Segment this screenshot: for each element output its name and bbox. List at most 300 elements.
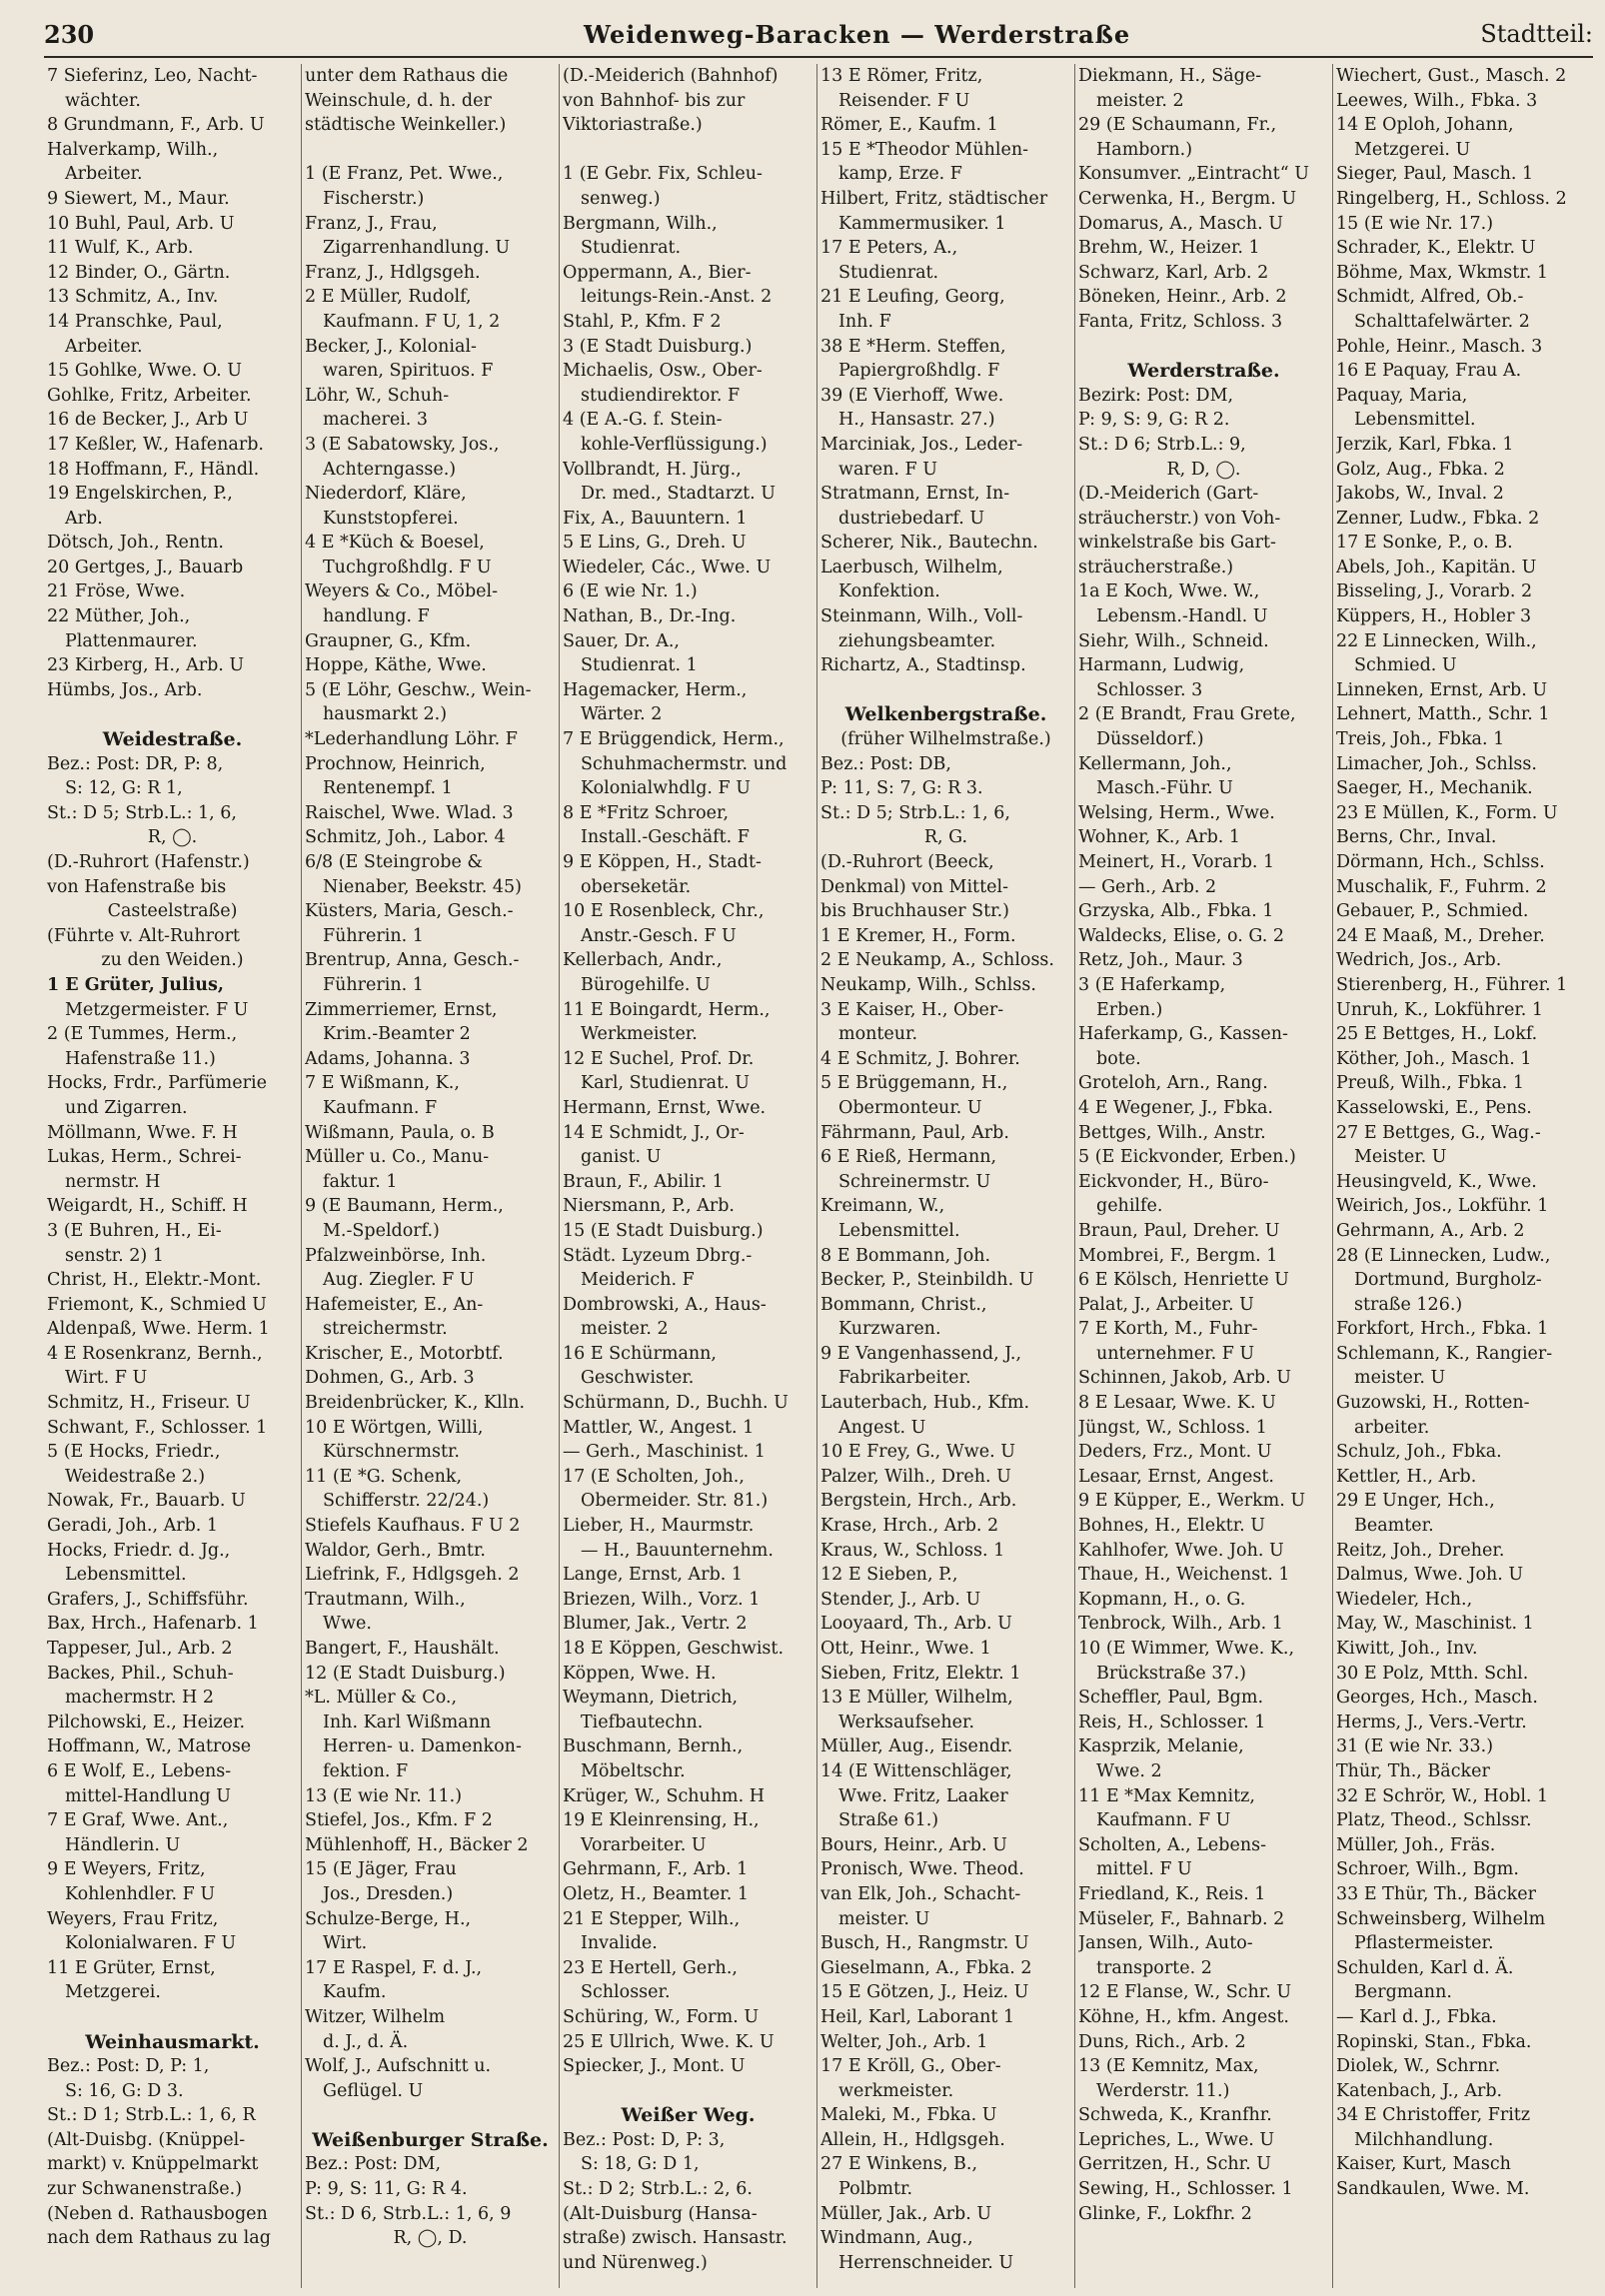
- entry-line: Weirich, Jos., Lokführ. 1: [1336, 1196, 1549, 1217]
- entry-line: Diolek, W., Schrnr.: [1336, 2056, 1501, 2077]
- entry-line: 14 E Schmidt, J., Or-: [563, 1122, 745, 1143]
- street-heading: Werderstraße.: [1127, 360, 1280, 383]
- entry-line: Kasprzik, Melanie,: [1078, 1736, 1244, 1757]
- entry-line: Kiwitt, Joh., Inv.: [1336, 1639, 1478, 1659]
- entry-line: (D.-Meiderich (Gart-: [1078, 484, 1259, 505]
- entry-line: unter dem Rathaus die: [305, 66, 509, 86]
- entry-line: Heusingveld, K., Wwe.: [1336, 1171, 1537, 1192]
- entry-line: straße) zwisch. Hansastr.: [563, 2228, 788, 2249]
- entry-line: Viktoriastraße.): [563, 115, 703, 136]
- entry-line: Masch.-Führ. U: [1096, 778, 1233, 799]
- entry-line: R, D, ◯.: [1166, 459, 1241, 480]
- entry-line: Grzyska, Alb., Fbka. 1: [1078, 901, 1274, 922]
- entry-line: Meister. U: [1354, 1147, 1447, 1168]
- entry-line: 3 (E Haferkamp,: [1078, 974, 1226, 995]
- entry-line: Lieber, H., Maurmstr.: [563, 1516, 755, 1537]
- entry-line: Buschmann, Bernh.,: [563, 1736, 744, 1757]
- entry-line: (D.-Ruhrort (Beeck,: [820, 852, 994, 872]
- entry-line: Kurzwaren.: [838, 1319, 941, 1340]
- entry-line: 4 E Schmitz, J. Bohrer.: [820, 1048, 1020, 1069]
- entry-line: Bez.: Post: DB,: [820, 753, 951, 774]
- entry-line: Köther, Joh., Masch. 1: [1336, 1048, 1532, 1069]
- spacer: [47, 2005, 298, 2030]
- entry-line: 16 E Schürmann,: [563, 1343, 717, 1364]
- entry-line: Abels, Joh., Kapitän. U: [1336, 557, 1537, 577]
- entry-line: 5 (E Löhr, Geschw., Wein-: [305, 679, 532, 700]
- entry-line: Linneken, Ernst, Arb. U: [1336, 679, 1548, 700]
- entry-line: Müseler, F., Bahnarb. 2: [1078, 1908, 1285, 1929]
- entry-line: Liefrink, F., Hdlgsgeh. 2: [305, 1565, 520, 1586]
- entry-line: Kolonialwhdlg. F U: [581, 778, 752, 799]
- entry-line: senweg.): [581, 188, 661, 209]
- entry-line: Fanta, Fritz, Schloss. 3: [1078, 311, 1283, 332]
- entry-line: Weigardt, H., Schiff. H: [47, 1196, 248, 1217]
- column-5: [1075, 64, 1333, 2288]
- spacer: [563, 2079, 813, 2104]
- entry-line: Schmitz, Joh., Labor. 4: [305, 827, 506, 848]
- entry-line: Windmann, Aug.,: [820, 2228, 973, 2249]
- entry-line: Oletz, H., Beamter. 1: [563, 1883, 749, 1904]
- entry-line: zu den Weiden.): [101, 950, 244, 971]
- entry-line: arbeiter.: [1354, 1417, 1430, 1438]
- entry-line: Schifferstr. 22/24.): [323, 1491, 490, 1512]
- entry-line: Schulze-Berge, H.,: [305, 1908, 472, 1929]
- entry-line: 4 E Wegener, J., Fbka.: [1078, 1097, 1273, 1118]
- entry-line: (D.-Ruhrort (Hafenstr.): [47, 852, 250, 872]
- entry-line: Jos., Dresden.): [323, 1883, 454, 1904]
- entry-line: 7 E Brüggendick, Herm.,: [563, 729, 785, 750]
- entry-line: Reisender. F U: [838, 90, 970, 111]
- entry-line: P: 11, S: 7, G: R 3.: [820, 778, 983, 799]
- entry-line: unternehmer. F U: [1096, 1343, 1255, 1364]
- entry-line: Diekmann, H., Säge-: [1078, 66, 1262, 86]
- entry-line: Kasselowski, E., Pens.: [1336, 1097, 1532, 1118]
- column-3: [560, 64, 817, 2288]
- entry-line: Städt. Lyzeum Dbrg.-: [563, 1245, 753, 1266]
- entry-line: Nowak, Fr., Bauarb. U: [47, 1491, 246, 1512]
- entry-line: Bax, Hrch., Hafenarb. 1: [47, 1614, 259, 1635]
- entry-line: Dr. med., Stadtarzt. U: [581, 484, 777, 505]
- entry-line: 16 de Becker, J., Arb U: [47, 410, 249, 431]
- entry-line: Küsters, Maria, Gesch.-: [305, 901, 514, 922]
- entry-line: Wärter. 2: [581, 704, 663, 725]
- street-heading: Welkenbergstraße.: [844, 703, 1047, 726]
- entry-line: Anstr.-Gesch. F U: [581, 925, 737, 946]
- entry-line: sträucherstr.) von Voh-: [1078, 508, 1281, 529]
- entry-line: Möllmann, Wwe. F. H: [47, 1122, 238, 1143]
- entry-line: sträucherstraße.): [1078, 557, 1234, 577]
- entry-line: 21 E Leufing, Georg,: [820, 287, 1005, 308]
- entry-line: Metzgermeister. F U: [65, 999, 249, 1020]
- entry-line: Forkfort, Hrch., Fbka. 1: [1336, 1319, 1549, 1340]
- entry-line: Hümbs, Jos., Arb.: [47, 679, 203, 700]
- entry-line: handlung. F: [323, 606, 430, 627]
- entry-line: 11 E Grüter, Ernst,: [47, 1957, 216, 1978]
- entry-line: Gehrmann, A., Arb. 2: [1336, 1220, 1525, 1241]
- entry-line: Metzgerei.: [65, 1982, 161, 2003]
- entry-line: Platz, Theod., Schlssr.: [1336, 1810, 1532, 1831]
- entry-line: Achterngasse.): [323, 459, 457, 480]
- entry-line: Kahlhofer, Wwe. Joh. U: [1078, 1540, 1284, 1561]
- entry-line: studiendirektor. F: [581, 385, 741, 406]
- entry-line: Halverkamp, Wilh.,: [47, 139, 219, 160]
- entry-line: Obermonteur. U: [838, 1097, 982, 1118]
- entry-line: Katenbach, J., Arb.: [1336, 2080, 1503, 2101]
- entry-line: S: 12, G: R 1,: [65, 778, 183, 799]
- entry-line: Kammermusiker. 1: [838, 213, 1006, 234]
- entry-line: Gohlke, Fritz, Arbeiter.: [47, 385, 252, 406]
- entry-line: Inh. F: [838, 311, 891, 332]
- entry-line: Treis, Joh., Fbka. 1: [1336, 729, 1505, 750]
- entry-line: Hamborn.): [1096, 139, 1193, 160]
- entry-line: Sieben, Fritz, Elektr. 1: [820, 1663, 1021, 1684]
- entry-line: Hocks, Friedr. d. Jg.,: [47, 1540, 231, 1561]
- entry-line: senstr. 2) 1: [65, 1245, 164, 1266]
- entry-line: 3 (E Stadt Duisburg.): [563, 336, 753, 357]
- entry-line: 14 E Oploh, Johann,: [1336, 115, 1514, 136]
- entry-line: Eickvonder, H., Büro-: [1078, 1171, 1269, 1192]
- entry-line: Köppen, Wwe. H.: [563, 1663, 717, 1684]
- entry-line: Kaufm.: [323, 1982, 387, 2003]
- entry-line: Schuhmachermstr. und: [581, 753, 788, 774]
- entry-line: 10 E Frey, G., Wwe. U: [820, 1442, 1015, 1463]
- entry-line: Schüring, W., Form. U: [563, 2006, 760, 2027]
- entry-line: 9 E Köppen, H., Stadt-: [563, 852, 762, 872]
- entry-line: Meiderich. F: [581, 1270, 695, 1291]
- entry-line: Harmann, Ludwig,: [1078, 655, 1245, 676]
- entry-line: Karl, Studienrat. U: [581, 1073, 751, 1094]
- entry-line: St.: D 2; Strb.L.: 2, 6.: [563, 2179, 753, 2200]
- entry-line: Welsing, Herm., Wwe.: [1078, 802, 1275, 823]
- spacer: [47, 702, 298, 727]
- entry-line: Römer, E., Kaufm. 1: [820, 115, 998, 136]
- entry-line: Lauterbach, Hub., Kfm.: [820, 1393, 1030, 1414]
- street-heading: Weidestraße.: [102, 728, 243, 751]
- entry-line: Bisseling, J., Vorarb. 2: [1336, 581, 1533, 602]
- entry-line: Wolf, J., Aufschnitt u.: [305, 2056, 492, 2077]
- entry-line: 14 Pranschke, Paul,: [47, 311, 223, 332]
- entry-line: 1 E Grüter, Julius,: [47, 974, 224, 995]
- entry-line: Kaufmann. F: [323, 1097, 438, 1118]
- entry-line: 24 E Maaß, M., Dreher.: [1336, 925, 1545, 946]
- entry-line: Studienrat. 1: [581, 655, 698, 676]
- entry-line: Gerritzen, H., Schr. U: [1078, 2154, 1271, 2175]
- entry-line: Reis, H., Schlosser. 1: [1078, 1712, 1266, 1732]
- entry-line: Pflastermeister.: [1354, 1933, 1494, 1954]
- entry-line: Wiechert, Gust., Masch. 2: [1336, 66, 1567, 86]
- page-header: [44, 18, 1593, 58]
- entry-line: 14 (E Wittenschläger,: [820, 1760, 1012, 1781]
- entry-line: Polbmtr.: [838, 2179, 913, 2200]
- entry-line: Stratmann, Ernst, In-: [820, 484, 1010, 505]
- entry-line: Laerbusch, Wilhelm,: [820, 557, 1003, 577]
- entry-line: Krischer, E., Motorbtf.: [305, 1343, 504, 1364]
- entry-line: Bours, Heinr., Arb. U: [820, 1834, 1007, 1855]
- entry-line: 11 E Boingardt, Herm.,: [563, 999, 771, 1020]
- entry-line: Schulden, Karl d. Ä.: [1336, 1957, 1514, 1978]
- entry-line: Franz, J., Hdlgsgeh.: [305, 262, 481, 283]
- entry-line: van Elk, Joh., Schacht-: [820, 1883, 1021, 1904]
- entry-line: Thür, Th., Bäcker: [1336, 1760, 1490, 1781]
- entry-line: Looyaard, Th., Arb. U: [820, 1614, 1012, 1635]
- entry-line: 12 E Flanse, W., Schr. U: [1078, 1982, 1292, 2003]
- entry-line: meister. U: [1354, 1368, 1446, 1389]
- entry-line: Bettges, Wilh., Anstr.: [1078, 1122, 1266, 1143]
- entry-line: Lebensmittel.: [65, 1565, 187, 1586]
- entry-line: St.: D 6; Strb.L.: 9,: [1078, 434, 1246, 455]
- entry-line: straße 126.): [1354, 1294, 1463, 1315]
- entry-line: 17 E Peters, A.,: [820, 238, 958, 259]
- entry-line: 5 E Brüggemann, H.,: [820, 1073, 1008, 1094]
- entry-line: Milchhandlung.: [1354, 2129, 1494, 2150]
- entry-line: oberseketär.: [581, 876, 692, 897]
- entry-line: 5 (E Eickvonder, Erben.): [1078, 1147, 1296, 1168]
- entry-line: 1 (E Gebr. Fix, Schleu-: [563, 164, 763, 185]
- entry-line: 6/8 (E Steingrobe &: [305, 852, 483, 872]
- entry-line: Lukas, Herm., Schrei-: [47, 1147, 242, 1168]
- entry-line: 27 E Bettges, G., Wag.-: [1336, 1122, 1541, 1143]
- entry-line: Kraus, W., Schloss. 1: [820, 1540, 1005, 1561]
- entry-line: Plattenmaurer.: [65, 630, 198, 651]
- entry-line: 15 (E wie Nr. 17.): [1336, 213, 1494, 234]
- entry-line: — H., Bauunternehm.: [581, 1540, 774, 1561]
- entry-line: Wedrich, Jos., Arb.: [1336, 950, 1502, 971]
- entry-line: Tenbrock, Wilh., Arb. 1: [1078, 1614, 1283, 1635]
- entry-line: Duns, Rich., Arb. 2: [1078, 2031, 1246, 2052]
- entry-line: Schlemann, K., Rangier-: [1336, 1343, 1553, 1364]
- entry-line: Braun, Paul, Dreher. U: [1078, 1220, 1280, 1241]
- entry-line: Sauer, Dr. A.,: [563, 630, 680, 651]
- entry-line: 27 E Winkens, B.,: [820, 2154, 978, 2175]
- entry-line: 8 E Bommann, Joh.: [820, 1245, 991, 1266]
- entry-line: Bez.: Post: DR, P: 8,: [47, 753, 224, 774]
- entry-line: kohle-Verflüssigung.): [581, 434, 768, 455]
- entry-line: Muschalik, F., Fuhrm. 2: [1336, 876, 1547, 897]
- entry-line: Aldenpaß, Wwe. Herm. 1: [47, 1319, 270, 1340]
- entry-line: Müller, Jak., Arb. U: [820, 2203, 992, 2224]
- entry-line: Deders, Frz., Mont. U: [1078, 1442, 1272, 1463]
- entry-line: Groteloh, Arn., Rang.: [1078, 1073, 1268, 1094]
- entry-line: waren. F U: [838, 459, 937, 480]
- entry-line: Breidenbrücker, K., Klln.: [305, 1393, 526, 1414]
- entry-line: Mühlenhoff, H., Bäcker 2: [305, 1834, 529, 1855]
- entry-line: Unruh, K., Lokführer. 1: [1336, 999, 1544, 1020]
- entry-line: winkelstraße bis Gart-: [1078, 533, 1276, 554]
- entry-line: Lebensm.-Handl. U: [1096, 606, 1268, 627]
- entry-line: Limacher, Joh., Schlss.: [1336, 753, 1537, 774]
- entry-line: 10 E Wörtgen, Willi,: [305, 1417, 484, 1438]
- entry-line: — Karl d. J., Fbka.: [1336, 2006, 1497, 2027]
- entry-line: 38 E *Herm. Steffen,: [820, 336, 1006, 357]
- entry-line: Denkmal) von Mittel-: [820, 876, 1008, 897]
- entry-line: Fischerstr.): [323, 188, 425, 209]
- entry-line: 4 (E A.-G. f. Stein-: [563, 410, 723, 431]
- entry-line: 11 (E *G. Schenk,: [305, 1466, 463, 1487]
- entry-line: 15 (E Jäger, Frau: [305, 1859, 457, 1880]
- entry-line: Heil, Karl, Laborant 1: [820, 2006, 1015, 2027]
- entry-line: Böneken, Heinr., Arb. 2: [1078, 287, 1287, 308]
- entry-line: R, ◯, D.: [393, 2228, 468, 2249]
- entry-line: Briezen, Wilh., Vorz. 1: [563, 1589, 761, 1610]
- entry-line: bis Bruchhauser Str.): [820, 901, 1010, 922]
- entry-line: 3 (E Sabatowsky, Jos.,: [305, 434, 500, 455]
- entry-line: Vollbrandt, H. Jürg.,: [563, 459, 742, 480]
- entry-line: 7 E Wißmann, K.,: [305, 1073, 460, 1094]
- entry-line: 9 (E Baumann, Herm.,: [305, 1196, 504, 1217]
- entry-line: Werkmeister.: [581, 1024, 698, 1045]
- entry-line: Siehr, Wilh., Schneid.: [1078, 630, 1269, 651]
- entry-line: Schinnen, Jakob, Arb. U: [1078, 1368, 1291, 1389]
- entry-line: gehilfe.: [1096, 1196, 1163, 1217]
- entry-line: 7 Sieferinz, Leo, Nacht-: [47, 66, 258, 86]
- entry-line: Werderstr. 11.): [1096, 2080, 1230, 2101]
- entry-line: Spiecker, J., Mont. U: [563, 2056, 746, 2077]
- entry-line: Kellerbach, Andr.,: [563, 950, 723, 971]
- entry-line: P: 9, S: 9, G: R 2.: [1078, 410, 1230, 431]
- entry-line: Stiefel, Jos., Kfm. F 2: [305, 1810, 493, 1831]
- entry-line: Kunststopferei.: [323, 508, 459, 529]
- entry-line: 1a E Koch, Wwe. W.,: [1078, 581, 1260, 602]
- entry-line: 33 E Thür, Th., Bäcker: [1336, 1883, 1537, 1904]
- entry-line: 6 E Rieß, Hermann,: [820, 1147, 997, 1168]
- entry-line: Michaelis, Osw., Ober-: [563, 361, 763, 382]
- entry-line: — Gerh., Maschinist. 1: [563, 1442, 766, 1463]
- entry-line: 6 E Wolf, E., Lebens-: [47, 1760, 232, 1781]
- entry-line: 17 E Raspel, F. d. J.,: [305, 1957, 483, 1978]
- entry-line: Schlosser.: [581, 1982, 671, 2003]
- entry-line: Friemont, K., Schmied U: [47, 1294, 267, 1315]
- entry-line: Obermeider. Str. 81.): [581, 1491, 769, 1512]
- entry-line: meister. U: [838, 1908, 930, 1929]
- entry-line: Richartz, A., Stadtinsp.: [820, 655, 1026, 676]
- entry-line: S: 18, G: D 1,: [581, 2154, 700, 2175]
- entry-line: Bezirk: Post: DM,: [1078, 385, 1234, 406]
- entry-line: von Bahnhof- bis zur: [563, 90, 746, 111]
- entry-line: Schroer, Wilh., Bgm.: [1336, 1859, 1519, 1880]
- entry-line: leitungs-Rein.-Anst. 2: [581, 287, 773, 308]
- entry-line: 13 E Römer, Fritz,: [820, 66, 983, 86]
- entry-line: Backes, Phil., Schuh-: [47, 1663, 234, 1684]
- entry-line: hausmarkt 2.): [323, 704, 448, 725]
- entry-line: Pfalzweinbörse, Inh.: [305, 1245, 487, 1266]
- column-4: [817, 64, 1075, 2288]
- entry-line: R, G.: [923, 827, 968, 848]
- entry-line: Kreimann, W.,: [820, 1196, 945, 1217]
- entry-line: Neukamp, Wilh., Schlss.: [820, 974, 1036, 995]
- entry-line: Jüngst, W., Schloss. 1: [1078, 1417, 1267, 1438]
- spacer: [820, 678, 1071, 703]
- entry-line: Mombrei, F., Bergm. 1: [1078, 1245, 1278, 1266]
- entry-line: Bangert, F., Haushält.: [305, 1639, 500, 1659]
- entry-line: — Gerh., Arb. 2: [1078, 876, 1217, 897]
- entry-line: Casteelstraße): [107, 901, 238, 922]
- entry-line: werkmeister.: [838, 2080, 954, 2101]
- entry-line: Köhne, H., kfm. Angest.: [1078, 2006, 1289, 2027]
- entry-line: S: 16, G: D 3.: [65, 2080, 184, 2101]
- entry-line: Straße 61.): [838, 1810, 939, 1831]
- entry-line: Schweda, K., Kranfhr.: [1078, 2105, 1272, 2126]
- entry-line: Bohnes, H., Elektr. U: [1078, 1516, 1266, 1537]
- entry-line: Scholten, A., Lebens-: [1078, 1834, 1267, 1855]
- entry-line: zur Schwanenstraße.): [47, 2179, 243, 2200]
- entry-line: 8 E *Fritz Schroer,: [563, 802, 730, 823]
- entry-line: Witzer, Wilhelm: [305, 2006, 446, 2027]
- entry-line: Bergmann, Wilh.,: [563, 213, 718, 234]
- entry-line: Schmidt, Alfred, Ob.-: [1336, 287, 1524, 308]
- entry-line: kamp, Erze. F: [838, 164, 962, 185]
- entry-line: 23 E Hertell, Gerh.,: [563, 1957, 738, 1978]
- entry-line: Tiefbautechn.: [581, 1712, 704, 1732]
- entry-line: Adams, Johanna. 3: [305, 1048, 471, 1069]
- entry-line: 5 E Lins, G., Dreh. U: [563, 533, 747, 554]
- entry-line: Arb.: [65, 508, 103, 529]
- entry-line: Erben.): [1096, 999, 1163, 1020]
- entry-line: 34 E Christoffer, Fritz: [1336, 2105, 1531, 2126]
- entry-line: Hoffmann, W., Matrose: [47, 1736, 252, 1757]
- entry-line: faktur. 1: [323, 1171, 398, 1192]
- entry-line: 9 E Weyers, Fritz,: [47, 1859, 206, 1880]
- entry-line: 2 E Neukamp, A., Schloss.: [820, 950, 1054, 971]
- entry-line: monteur.: [838, 1024, 918, 1045]
- entry-line: Brehm, W., Heizer. 1: [1078, 238, 1260, 259]
- entry-line: Wwe. 2: [1096, 1760, 1162, 1781]
- entry-line: Ott, Heinr., Wwe. 1: [820, 1639, 991, 1659]
- entry-line: Lange, Ernst, Arb. 1: [563, 1565, 744, 1586]
- entry-line: 15 E *Theodor Mühlen-: [820, 139, 1029, 160]
- entry-line: Cerwenka, H., Bergm. U: [1078, 188, 1297, 209]
- entry-line: Führerin. 1: [323, 974, 424, 995]
- entry-line: d. J., d. Ä.: [323, 2031, 409, 2052]
- entry-line: Bergstein, Hrch., Arb.: [820, 1491, 1017, 1512]
- entry-line: Zimmerriemer, Ernst,: [305, 999, 498, 1020]
- entry-line: 8 E Lesaar, Wwe. K. U: [1078, 1393, 1276, 1414]
- entry-line: 19 Engelskirchen, P.,: [47, 484, 233, 505]
- entry-line: 18 E Köppen, Geschwist.: [563, 1639, 785, 1659]
- entry-line: 39 (E Vierhoff, Wwe.: [820, 385, 1004, 406]
- entry-line: 5 (E Hocks, Friedr.,: [47, 1442, 221, 1463]
- entry-line: von Hafenstraße bis: [47, 876, 227, 897]
- entry-line: Kaiser, Kurt, Masch: [1336, 2154, 1511, 2175]
- entry-line: 29 E Unger, Hch.,: [1336, 1491, 1495, 1512]
- entry-line: Braun, F., Abilir. 1: [563, 1171, 724, 1192]
- entry-line: 31 (E wie Nr. 33.): [1336, 1736, 1494, 1757]
- entry-line: Reitz, Joh., Dreher.: [1336, 1540, 1505, 1561]
- entry-line: 13 E Müller, Wilhelm,: [820, 1688, 1013, 1709]
- entry-line: Möbeltschr.: [581, 1760, 686, 1781]
- entry-line: 17 (E Scholten, Joh.,: [563, 1466, 745, 1487]
- entry-line: Grafers, J., Schiffsführ.: [47, 1589, 249, 1610]
- entry-line: 9 E Vangenhassend, J.,: [820, 1343, 1022, 1364]
- entry-line: städtische Weinkeller.): [305, 115, 507, 136]
- entry-line: Maleki, M., Fbka. U: [820, 2105, 997, 2126]
- entry-line: 2 E Müller, Rudolf,: [305, 287, 472, 308]
- entry-line: Paquay, Maria,: [1336, 385, 1468, 406]
- entry-line: Pronisch, Wwe. Theod.: [820, 1859, 1024, 1880]
- entry-line: 25 E Ullrich, Wwe. K. U: [563, 2031, 775, 2052]
- column-6: [1333, 64, 1591, 2288]
- entry-line: 6 E Kölsch, Henriette U: [1078, 1270, 1289, 1291]
- running-title: Weidenweg-Baracken — Werderstraße: [584, 20, 1131, 49]
- entry-line: Dötsch, Joh., Rentn.: [47, 533, 224, 554]
- entry-line: Dortmund, Burgholz-: [1354, 1270, 1542, 1291]
- entry-line: 12 (E Stadt Duisburg.): [305, 1663, 506, 1684]
- entry-line: Düsseldorf.): [1096, 729, 1204, 750]
- entry-line: Gieselmann, A., Fbka. 2: [820, 1957, 1032, 1978]
- entry-line: Hilbert, Fritz, städtischer: [820, 188, 1048, 209]
- entry-line: 19 E Kleinrensing, H.,: [563, 1810, 760, 1831]
- entry-line: markt) v. Knüppelmarkt: [47, 2154, 259, 2175]
- entry-line: 22 Müther, Joh.,: [47, 606, 191, 627]
